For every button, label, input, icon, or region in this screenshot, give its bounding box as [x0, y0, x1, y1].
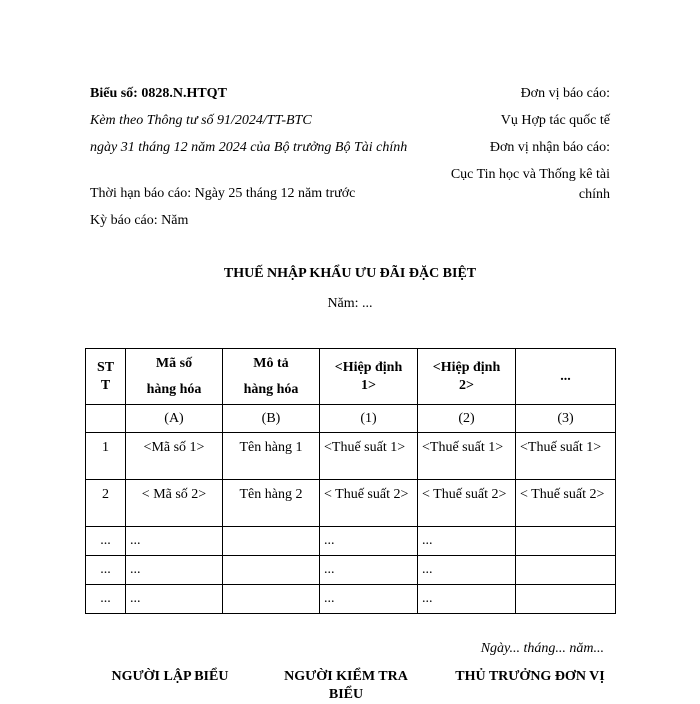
attached-circular: Kèm theo Thông tư số 91/2024/TT-BTC [90, 113, 312, 128]
circular-date-line: ngày 31 tháng 12 năm 2024 của Bộ trưởng Bộ Tài chính [90, 140, 408, 155]
table-row [86, 480, 616, 527]
code-cell [86, 405, 126, 433]
code-cell: (B) [223, 405, 320, 433]
header-agreement-2: <Hiệp định 2> [418, 349, 516, 405]
receiving-unit: Cục Tin học và Thống kê tài chính [450, 167, 610, 202]
row-rate-3: <Thuế suất 1> [516, 433, 616, 480]
row-rate-2: ... [418, 556, 516, 585]
row-rate-1: < Thuế suất 2> [320, 480, 418, 527]
report-period: Kỳ báo cáo: Năm [90, 213, 189, 228]
row-rate-3 [516, 556, 616, 585]
row-description: Tên hàng 2 [223, 480, 320, 527]
header-agreement-1: <Hiệp định 1> [320, 349, 418, 405]
reporting-unit: Vụ Hợp tác quốc tế [500, 113, 610, 128]
row-rate-3: < Thuế suất 2> [516, 480, 616, 527]
row-description [223, 527, 320, 556]
code-cell: (A) [126, 405, 223, 433]
row-rate-2: ... [418, 527, 516, 556]
date-place: Ngày... tháng... năm... [480, 641, 604, 656]
receiving-unit-label: Đơn vị nhận báo cáo: [489, 140, 610, 155]
row-stt: 1 [86, 433, 126, 480]
row-stt: ... [86, 527, 126, 556]
tariff-table [85, 348, 616, 614]
row-code: ... [126, 585, 223, 614]
row-rate-1: ... [320, 556, 418, 585]
row-code: ... [126, 527, 223, 556]
row-rate-1: ... [320, 527, 418, 556]
table-row [86, 433, 616, 480]
row-description: Tên hàng 1 [223, 433, 320, 480]
report-deadline: Thời hạn báo cáo: Ngày 25 tháng 12 năm trước [90, 186, 356, 201]
signature-preparer: NGƯỜI LẬP BIỂU [111, 669, 229, 684]
header-description: Mô tả hàng hóa [223, 349, 320, 405]
row-stt: ... [86, 585, 126, 614]
code-row [86, 405, 616, 433]
reporting-unit-label: Đơn vị báo cáo: [520, 86, 610, 101]
row-rate-3 [516, 527, 616, 556]
row-description [223, 556, 320, 585]
header-stt: ST T [86, 349, 126, 405]
code-cell: (2) [418, 405, 516, 433]
table-row [86, 585, 616, 614]
table-row [86, 556, 616, 585]
row-code: < Mã số 2> [126, 480, 223, 527]
row-rate-2: <Thuế suất 1> [418, 433, 516, 480]
row-rate-1: <Thuế suất 1> [320, 433, 418, 480]
row-stt: ... [86, 556, 126, 585]
row-rate-2: ... [418, 585, 516, 614]
code-cell: (1) [320, 405, 418, 433]
row-stt: 2 [86, 480, 126, 527]
row-rate-2: < Thuế suất 2> [418, 480, 516, 527]
row-rate-3 [516, 585, 616, 614]
table-row [86, 527, 616, 556]
header-code: Mã số hàng hóa [126, 349, 223, 405]
year-line: Năm: ... [327, 296, 373, 311]
row-description [223, 585, 320, 614]
code-cell: (3) [516, 405, 616, 433]
row-rate-1: ... [320, 585, 418, 614]
row-code: <Mã số 1> [126, 433, 223, 480]
header-row [86, 349, 616, 405]
signature-checker: NGƯỜI KIỂM TRA BIỂU [284, 669, 408, 702]
header-more: ... [516, 349, 616, 405]
document-title: THUẾ NHẬP KHẨU ƯU ĐÃI ĐẶC BIỆT [223, 266, 477, 281]
form-number: Biểu số: 0828.N.HTQT [90, 86, 227, 101]
row-code: ... [126, 556, 223, 585]
signature-head: THỦ TRƯỞNG ĐƠN VỊ [455, 669, 605, 684]
